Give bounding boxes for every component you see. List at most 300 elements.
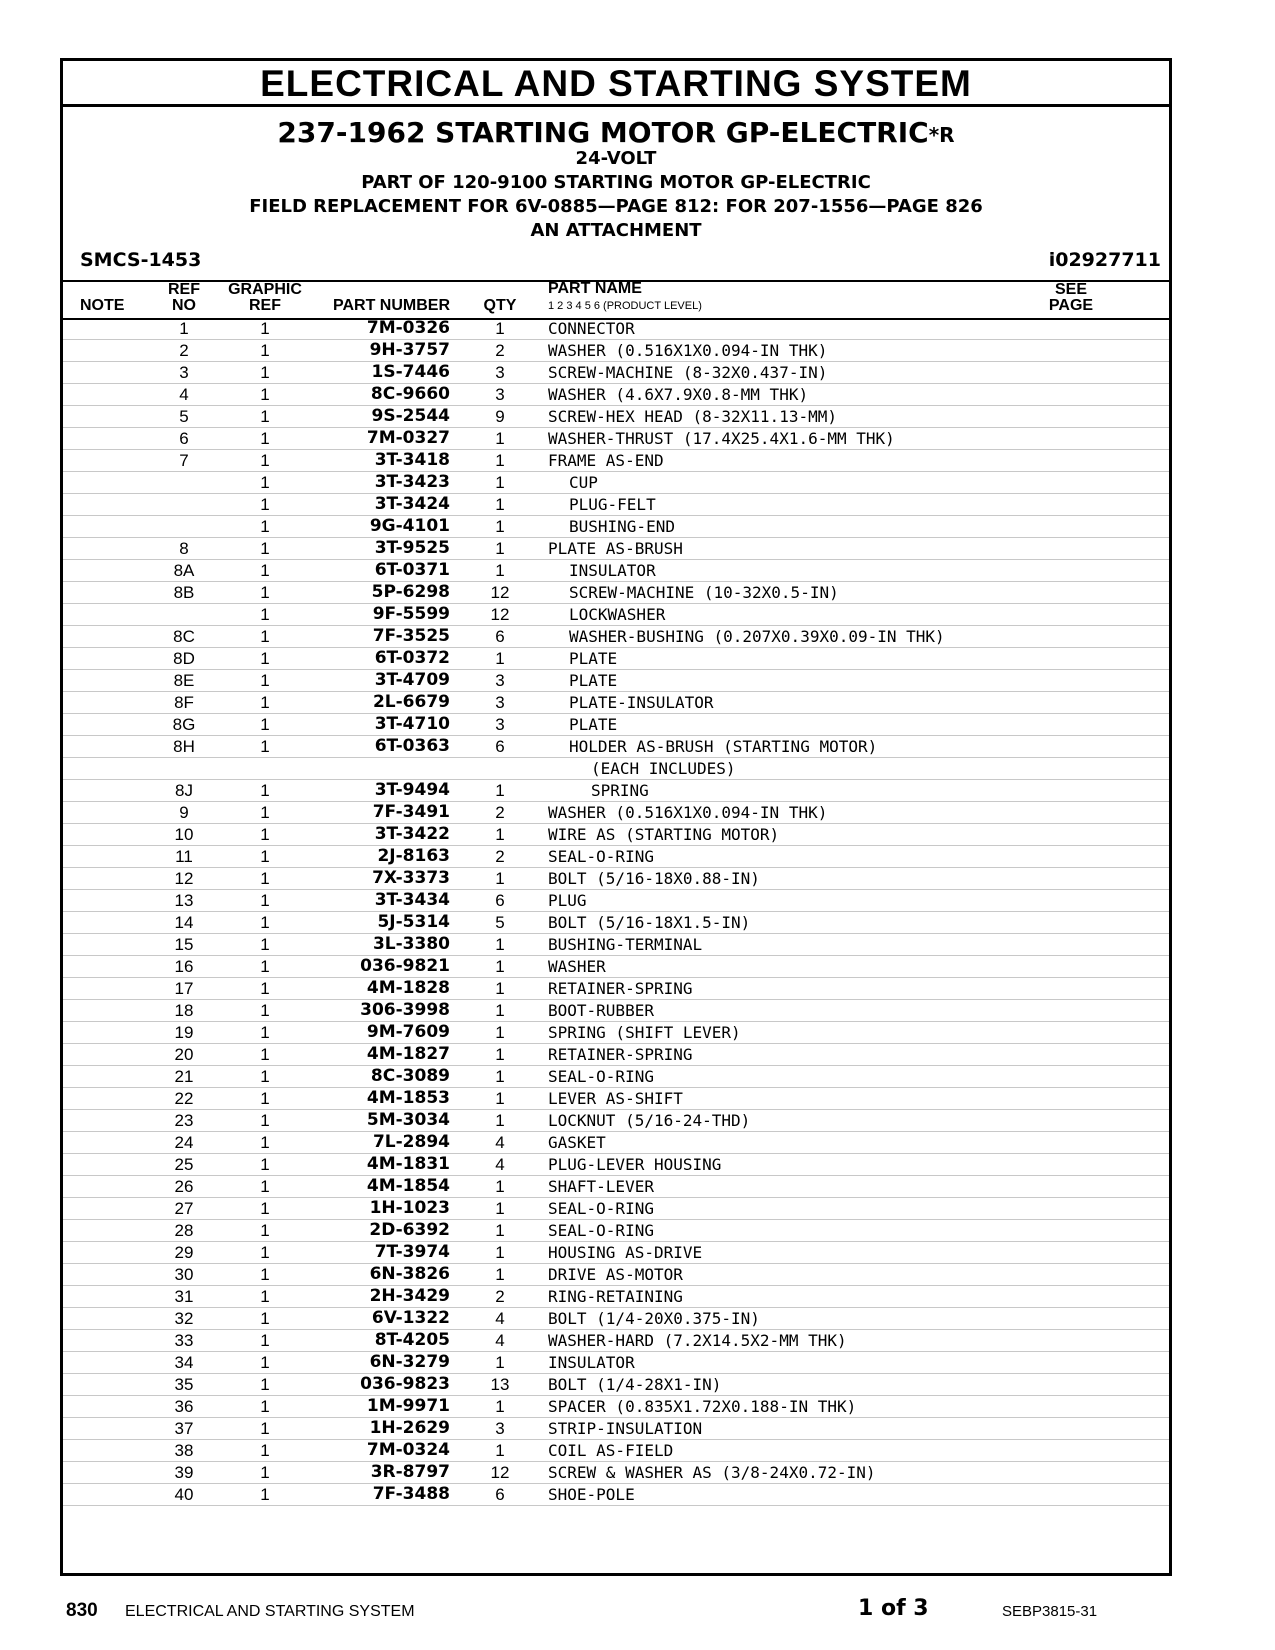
part-name: HOUSING AS-DRIVE xyxy=(548,1243,703,1262)
page-footer xyxy=(0,1594,1275,1628)
table-row xyxy=(63,472,1169,494)
table-row xyxy=(63,1308,1169,1330)
quantity: 3 xyxy=(495,671,505,690)
table-row xyxy=(63,692,1169,714)
graphic-ref: 1 xyxy=(260,605,270,624)
document-id: i02927711 xyxy=(1048,249,1161,271)
graphic-ref: 1 xyxy=(260,1133,270,1152)
table-row xyxy=(63,714,1169,736)
graphic-ref: 1 xyxy=(260,1331,270,1350)
table-row xyxy=(63,318,1169,340)
quantity: 1 xyxy=(495,935,505,954)
part-name: SCREW-MACHINE (8-32X0.437-IN) xyxy=(548,363,828,382)
table-row xyxy=(63,560,1169,582)
ref-no: 31 xyxy=(174,1287,194,1306)
part-number: 6V-1322 xyxy=(371,1308,450,1328)
table-row xyxy=(63,1198,1169,1220)
graphic-ref: 1 xyxy=(260,1309,270,1328)
quantity: 2 xyxy=(495,803,505,822)
part-name: WASHER-HARD (7.2X14.5X2-MM THK) xyxy=(548,1331,847,1350)
graphic-ref: 1 xyxy=(260,1045,270,1064)
part-number: 2J-8163 xyxy=(377,846,450,866)
graphic-ref: 1 xyxy=(260,803,270,822)
part-number: 5M-3034 xyxy=(366,1110,450,1130)
table-row xyxy=(63,494,1169,516)
part-name: DRIVE AS-MOTOR xyxy=(548,1265,683,1284)
part-name: SPACER (0.835X1.72X0.188-IN THK) xyxy=(548,1397,857,1416)
graphic-ref: 1 xyxy=(260,671,270,690)
part-number: 3T-4710 xyxy=(374,714,450,734)
graphic-ref: 1 xyxy=(260,1221,270,1240)
quantity: 6 xyxy=(495,1485,505,1504)
graphic-ref: 1 xyxy=(260,583,270,602)
ref-no: 35 xyxy=(174,1375,194,1394)
ref-no: 8F xyxy=(174,693,194,712)
ref-no: 24 xyxy=(174,1133,194,1152)
table-row xyxy=(63,1352,1169,1374)
table-row xyxy=(63,824,1169,846)
part-number: 3T-3424 xyxy=(374,494,450,514)
graphic-ref: 1 xyxy=(260,1089,270,1108)
ref-no: 17 xyxy=(174,979,194,998)
quantity: 1 xyxy=(495,1397,505,1416)
quantity: 1 xyxy=(495,1221,505,1240)
quantity: 1 xyxy=(495,473,505,492)
part-number: 3T-3418 xyxy=(374,450,450,470)
quantity: 5 xyxy=(495,913,505,932)
part-number: 7L-2894 xyxy=(372,1132,450,1152)
part-name: BOLT (5/16-18X1.5-IN) xyxy=(548,913,751,932)
graphic-ref: 1 xyxy=(260,363,270,382)
part-number: 9M-7609 xyxy=(366,1022,450,1042)
graphic-ref: 1 xyxy=(260,1067,270,1086)
group-suffix: *R xyxy=(928,123,955,147)
part-name: STRIP-INSULATION xyxy=(548,1419,703,1438)
part-name: WASHER (0.516X1X0.094-IN THK) xyxy=(548,341,828,360)
table-row xyxy=(63,890,1169,912)
part-name: CUP xyxy=(569,473,598,492)
table-row xyxy=(63,1330,1169,1352)
part-of-line: PART OF 120-9100 STARTING MOTOR GP-ELECTRIC xyxy=(361,172,871,193)
quantity: 12 xyxy=(490,605,510,624)
part-number: 3T-4709 xyxy=(374,670,450,690)
quantity: 4 xyxy=(495,1331,505,1350)
part-name: LOCKWASHER xyxy=(569,605,666,624)
part-number: 036-9823 xyxy=(360,1374,450,1394)
table-row xyxy=(63,1132,1169,1154)
quantity: 1 xyxy=(495,1177,505,1196)
ref-no: 19 xyxy=(174,1023,194,1042)
quantity: 1 xyxy=(495,1001,505,1020)
voltage-line: 24-VOLT xyxy=(575,148,657,169)
part-name: SEAL-O-RING xyxy=(548,1199,654,1218)
quantity: 1 xyxy=(495,1243,505,1262)
graphic-ref: 1 xyxy=(260,1155,270,1174)
part-name: WASHER (4.6X7.9X0.8-MM THK) xyxy=(548,385,809,404)
part-number: 6T-0363 xyxy=(374,736,450,756)
part-name: PLUG-LEVER HOUSING xyxy=(548,1155,722,1174)
ref-no: 13 xyxy=(174,891,194,910)
graphic-ref: 1 xyxy=(260,979,270,998)
ref-no: 8D xyxy=(173,649,195,668)
quantity: 3 xyxy=(495,1419,505,1438)
part-number: 6T-0371 xyxy=(374,560,450,580)
section-title: ELECTRICAL AND STARTING SYSTEM xyxy=(63,61,1169,107)
table-row xyxy=(63,1044,1169,1066)
part-number: 3T-3423 xyxy=(374,472,450,492)
part-number: 4M-1853 xyxy=(366,1088,450,1108)
ref-no: 40 xyxy=(174,1485,194,1504)
ref-no: 37 xyxy=(174,1419,194,1438)
part-name: RING-RETAINING xyxy=(548,1287,683,1306)
ref-no: 34 xyxy=(174,1353,194,1372)
quantity: 1 xyxy=(495,1353,505,1372)
quantity: 3 xyxy=(495,693,505,712)
part-name: (EACH INCLUDES) xyxy=(591,759,736,778)
part-name: BUSHING-TERMINAL xyxy=(548,935,703,954)
part-number: 1H-1023 xyxy=(369,1198,450,1218)
page-number: 830 xyxy=(66,1600,98,1621)
graphic-ref: 1 xyxy=(260,847,270,866)
part-name: INSULATOR xyxy=(548,1353,635,1372)
part-name: BOOT-RUBBER xyxy=(548,1001,654,1020)
table-row xyxy=(63,1396,1169,1418)
part-name: SHOE-POLE xyxy=(548,1485,635,1504)
parts-page-frame xyxy=(60,58,1172,1576)
ref-no: 32 xyxy=(174,1309,194,1328)
part-name: SHAFT-LEVER xyxy=(548,1177,654,1196)
part-number: 9F-5599 xyxy=(372,604,450,624)
quantity: 2 xyxy=(495,1287,505,1306)
table-row xyxy=(63,912,1169,934)
table-row xyxy=(63,1462,1169,1484)
quantity: 12 xyxy=(490,583,510,602)
table-row xyxy=(63,758,1169,780)
graphic-ref: 1 xyxy=(260,1265,270,1284)
quantity: 1 xyxy=(495,869,505,888)
ref-no: 27 xyxy=(174,1199,194,1218)
graphic-ref: 1 xyxy=(260,957,270,976)
ref-no: 18 xyxy=(174,1001,194,1020)
col-part-number: PART NUMBER xyxy=(332,297,450,314)
quantity: 1 xyxy=(495,429,505,448)
quantity: 4 xyxy=(495,1133,505,1152)
graphic-ref: 1 xyxy=(260,781,270,800)
part-number: 036-9821 xyxy=(360,956,450,976)
part-number: 8T-4205 xyxy=(374,1330,450,1350)
group-name: STARTING MOTOR GP-ELECTRIC xyxy=(435,116,929,149)
table-row xyxy=(63,384,1169,406)
graphic-ref: 1 xyxy=(260,1353,270,1372)
ref-no: 28 xyxy=(174,1221,194,1240)
ref-no: 8 xyxy=(179,539,189,558)
part-name: WIRE AS (STARTING MOTOR) xyxy=(548,825,780,844)
graphic-ref: 1 xyxy=(260,517,270,536)
footer-section: ELECTRICAL AND STARTING SYSTEM xyxy=(125,1603,415,1620)
part-number: 4M-1827 xyxy=(366,1044,450,1064)
quantity: 4 xyxy=(495,1155,505,1174)
quantity: 12 xyxy=(490,1463,510,1482)
col-see-top: SEE xyxy=(1054,281,1087,298)
quantity: 1 xyxy=(495,495,505,514)
part-number: 9G-4101 xyxy=(369,516,450,536)
ref-no: 8A xyxy=(173,561,195,580)
table-row xyxy=(63,626,1169,648)
quantity: 6 xyxy=(495,891,505,910)
graphic-ref: 1 xyxy=(260,561,270,580)
graphic-ref: 1 xyxy=(260,1485,270,1504)
quantity: 6 xyxy=(495,737,505,756)
part-name: SCREW-MACHINE (10-32X0.5-IN) xyxy=(569,583,839,602)
quantity: 1 xyxy=(495,319,505,338)
col-ref-bottom: NO xyxy=(172,297,196,314)
ref-no: 1 xyxy=(179,319,189,338)
quantity: 4 xyxy=(495,1309,505,1328)
quantity: 13 xyxy=(490,1375,510,1394)
quantity: 6 xyxy=(495,627,505,646)
ref-no: 15 xyxy=(174,935,194,954)
quantity: 3 xyxy=(495,385,505,404)
graphic-ref: 1 xyxy=(260,429,270,448)
part-number: 6N-3826 xyxy=(369,1264,450,1284)
graphic-ref: 1 xyxy=(260,1441,270,1460)
part-number: 9S-2544 xyxy=(371,406,450,426)
col-graphic-bottom: REF xyxy=(249,297,281,314)
part-name: PLATE xyxy=(569,649,618,668)
graphic-ref: 1 xyxy=(260,1397,270,1416)
smcs-code: SMCS-1453 xyxy=(80,249,202,271)
part-number: 3T-3422 xyxy=(374,824,450,844)
part-number: 2H-3429 xyxy=(369,1286,450,1306)
ref-no: 36 xyxy=(174,1397,194,1416)
graphic-ref: 1 xyxy=(260,1419,270,1438)
page-of: 1 of 3 xyxy=(858,1596,929,1621)
quantity: 1 xyxy=(495,451,505,470)
part-number: 8C-9660 xyxy=(370,384,450,404)
group-number: 237-1962 xyxy=(277,116,426,149)
table-row xyxy=(63,978,1169,1000)
ref-no: 12 xyxy=(174,869,194,888)
part-number: 7M-0326 xyxy=(366,318,450,338)
table-row xyxy=(63,604,1169,626)
part-name: WASHER-BUSHING (0.207X0.39X0.09-IN THK) xyxy=(569,627,945,646)
part-number: 3T-3434 xyxy=(374,890,450,910)
col-see-bottom: PAGE xyxy=(1048,297,1094,314)
graphic-ref: 1 xyxy=(260,1463,270,1482)
table-row xyxy=(63,1418,1169,1440)
part-number: 1M-9971 xyxy=(366,1396,450,1416)
part-number: 7F-3525 xyxy=(372,626,450,646)
ref-no: 39 xyxy=(174,1463,194,1482)
part-name: WASHER-THRUST (17.4X25.4X1.6-MM THK) xyxy=(548,429,895,448)
table-row xyxy=(63,802,1169,824)
table-row xyxy=(63,362,1169,384)
part-name: FRAME AS-END xyxy=(548,451,664,470)
part-number: 3L-3380 xyxy=(372,934,450,954)
part-name: WASHER xyxy=(548,957,606,976)
graphic-ref: 1 xyxy=(260,1199,270,1218)
col-part-name: PART NAME xyxy=(548,280,642,297)
part-name: HOLDER AS-BRUSH (STARTING MOTOR) xyxy=(569,737,878,756)
col-note: NOTE xyxy=(80,297,125,314)
part-name: SPRING (SHIFT LEVER) xyxy=(548,1023,741,1042)
quantity: 1 xyxy=(495,649,505,668)
graphic-ref: 1 xyxy=(260,869,270,888)
graphic-ref: 1 xyxy=(260,1111,270,1130)
table-row xyxy=(63,1484,1169,1506)
ref-no: 10 xyxy=(174,825,194,844)
part-name: SCREW-HEX HEAD (8-32X11.13-MM) xyxy=(548,407,837,426)
part-name: COIL AS-FIELD xyxy=(548,1441,674,1460)
part-number: 7X-3373 xyxy=(372,868,450,888)
quantity: 1 xyxy=(495,979,505,998)
graphic-ref: 1 xyxy=(260,1243,270,1262)
graphic-ref: 1 xyxy=(260,1023,270,1042)
graphic-ref: 1 xyxy=(260,693,270,712)
table-row xyxy=(63,1154,1169,1176)
ref-no: 6 xyxy=(179,429,189,448)
ref-no: 33 xyxy=(174,1331,194,1350)
part-name: BOLT (1/4-20X0.375-IN) xyxy=(548,1309,760,1328)
quantity: 1 xyxy=(495,517,505,536)
table-row xyxy=(63,1220,1169,1242)
quantity: 1 xyxy=(495,781,505,800)
graphic-ref: 1 xyxy=(260,319,270,338)
quantity: 9 xyxy=(495,407,505,426)
graphic-ref: 1 xyxy=(260,825,270,844)
ref-no: 4 xyxy=(179,385,189,404)
part-number: 4M-1828 xyxy=(366,978,450,998)
graphic-ref: 1 xyxy=(260,935,270,954)
part-name: PLATE-INSULATOR xyxy=(569,693,714,712)
graphic-ref: 1 xyxy=(260,385,270,404)
graphic-ref: 1 xyxy=(260,1177,270,1196)
quantity: 1 xyxy=(495,825,505,844)
table-row xyxy=(63,670,1169,692)
part-number: 2D-6392 xyxy=(369,1220,450,1240)
table-row xyxy=(63,780,1169,802)
table-row xyxy=(63,1000,1169,1022)
part-name: SEAL-O-RING xyxy=(548,1067,654,1086)
part-name: GASKET xyxy=(548,1133,606,1152)
part-number: 1S-7446 xyxy=(371,362,450,382)
part-name: CONNECTOR xyxy=(548,319,635,338)
graphic-ref: 1 xyxy=(260,451,270,470)
table-row xyxy=(63,428,1169,450)
part-name: BOLT (5/16-18X0.88-IN) xyxy=(548,869,760,888)
col-graphic-top: GRAPHIC xyxy=(228,281,302,298)
ref-no: 38 xyxy=(174,1441,194,1460)
part-number: 5P-6298 xyxy=(371,582,450,602)
part-name: SEAL-O-RING xyxy=(548,1221,654,1240)
quantity: 1 xyxy=(495,1067,505,1086)
table-row xyxy=(63,1110,1169,1132)
ref-no: 8H xyxy=(173,737,195,756)
quantity: 3 xyxy=(495,715,505,734)
table-row xyxy=(63,736,1169,758)
part-number: 9H-3757 xyxy=(369,340,450,360)
part-number: 6T-0372 xyxy=(374,648,450,668)
table-row xyxy=(63,648,1169,670)
part-name: PLATE xyxy=(569,671,618,690)
quantity: 1 xyxy=(495,1023,505,1042)
ref-no: 2 xyxy=(179,341,189,360)
graphic-ref: 1 xyxy=(260,407,270,426)
ref-no: 5 xyxy=(179,407,189,426)
ref-no: 30 xyxy=(174,1265,194,1284)
graphic-ref: 1 xyxy=(260,1001,270,1020)
ref-no: 8B xyxy=(173,583,195,602)
part-number: 7T-3974 xyxy=(374,1242,450,1262)
part-name: WASHER (0.516X1X0.094-IN THK) xyxy=(548,803,828,822)
col-qty: QTY xyxy=(483,297,517,314)
table-row xyxy=(63,1088,1169,1110)
quantity: 1 xyxy=(495,1045,505,1064)
col-ref-top: REF xyxy=(168,281,200,298)
quantity: 2 xyxy=(495,847,505,866)
part-number: 3T-9525 xyxy=(374,538,450,558)
graphic-ref: 1 xyxy=(260,341,270,360)
quantity: 1 xyxy=(495,1089,505,1108)
ref-no: 8C xyxy=(173,627,195,646)
table-row xyxy=(63,1176,1169,1198)
part-name: SCREW & WASHER AS (3/8-24X0.72-IN) xyxy=(548,1463,876,1482)
ref-no: 22 xyxy=(174,1089,194,1108)
publication-number: SEBP3815-31 xyxy=(1002,1603,1098,1620)
ref-no: 11 xyxy=(175,847,193,866)
ref-no: 7 xyxy=(179,451,189,470)
part-number: 6N-3279 xyxy=(369,1352,450,1372)
table-row xyxy=(63,538,1169,560)
part-number: 4M-1854 xyxy=(366,1176,450,1196)
graphic-ref: 1 xyxy=(260,495,270,514)
table-row xyxy=(63,582,1169,604)
table-row xyxy=(63,1066,1169,1088)
ref-no: 14 xyxy=(174,913,194,932)
part-number: 7M-0327 xyxy=(366,428,450,448)
quantity: 2 xyxy=(495,341,505,360)
ref-no: 3 xyxy=(179,363,189,382)
graphic-ref: 1 xyxy=(260,1287,270,1306)
table-row xyxy=(63,934,1169,956)
part-number: 3R-8797 xyxy=(370,1462,450,1482)
part-name: SEAL-O-RING xyxy=(548,847,654,866)
part-name: SPRING xyxy=(591,781,649,800)
field-replacement-line: FIELD REPLACEMENT FOR 6V-0885—PAGE 812: FOR 207-1556—PAGE 826 xyxy=(249,196,983,217)
quantity: 1 xyxy=(495,1111,505,1130)
quantity: 1 xyxy=(495,561,505,580)
graphic-ref: 1 xyxy=(260,539,270,558)
ref-no: 9 xyxy=(179,803,189,822)
part-number: 4M-1831 xyxy=(366,1154,450,1174)
attachment-line: AN ATTACHMENT xyxy=(530,220,702,241)
graphic-ref: 1 xyxy=(260,891,270,910)
part-name: LOCKNUT (5/16-24-THD) xyxy=(548,1111,751,1130)
part-number: 306-3998 xyxy=(360,1000,450,1020)
part-name: LEVER AS-SHIFT xyxy=(548,1089,683,1108)
ref-no: 8J xyxy=(175,781,193,800)
ref-no: 26 xyxy=(174,1177,194,1196)
part-name: BOLT (1/4-28X1-IN) xyxy=(548,1375,722,1394)
part-name: RETAINER-SPRING xyxy=(548,1045,693,1064)
table-row xyxy=(63,406,1169,428)
ref-no: 16 xyxy=(174,957,194,976)
table-row xyxy=(63,846,1169,868)
table-row xyxy=(63,956,1169,978)
part-name: PLUG xyxy=(548,891,587,910)
part-number: 2L-6679 xyxy=(372,692,450,712)
col-product-level: 1 2 3 4 5 6 (PRODUCT LEVEL) xyxy=(548,300,702,312)
